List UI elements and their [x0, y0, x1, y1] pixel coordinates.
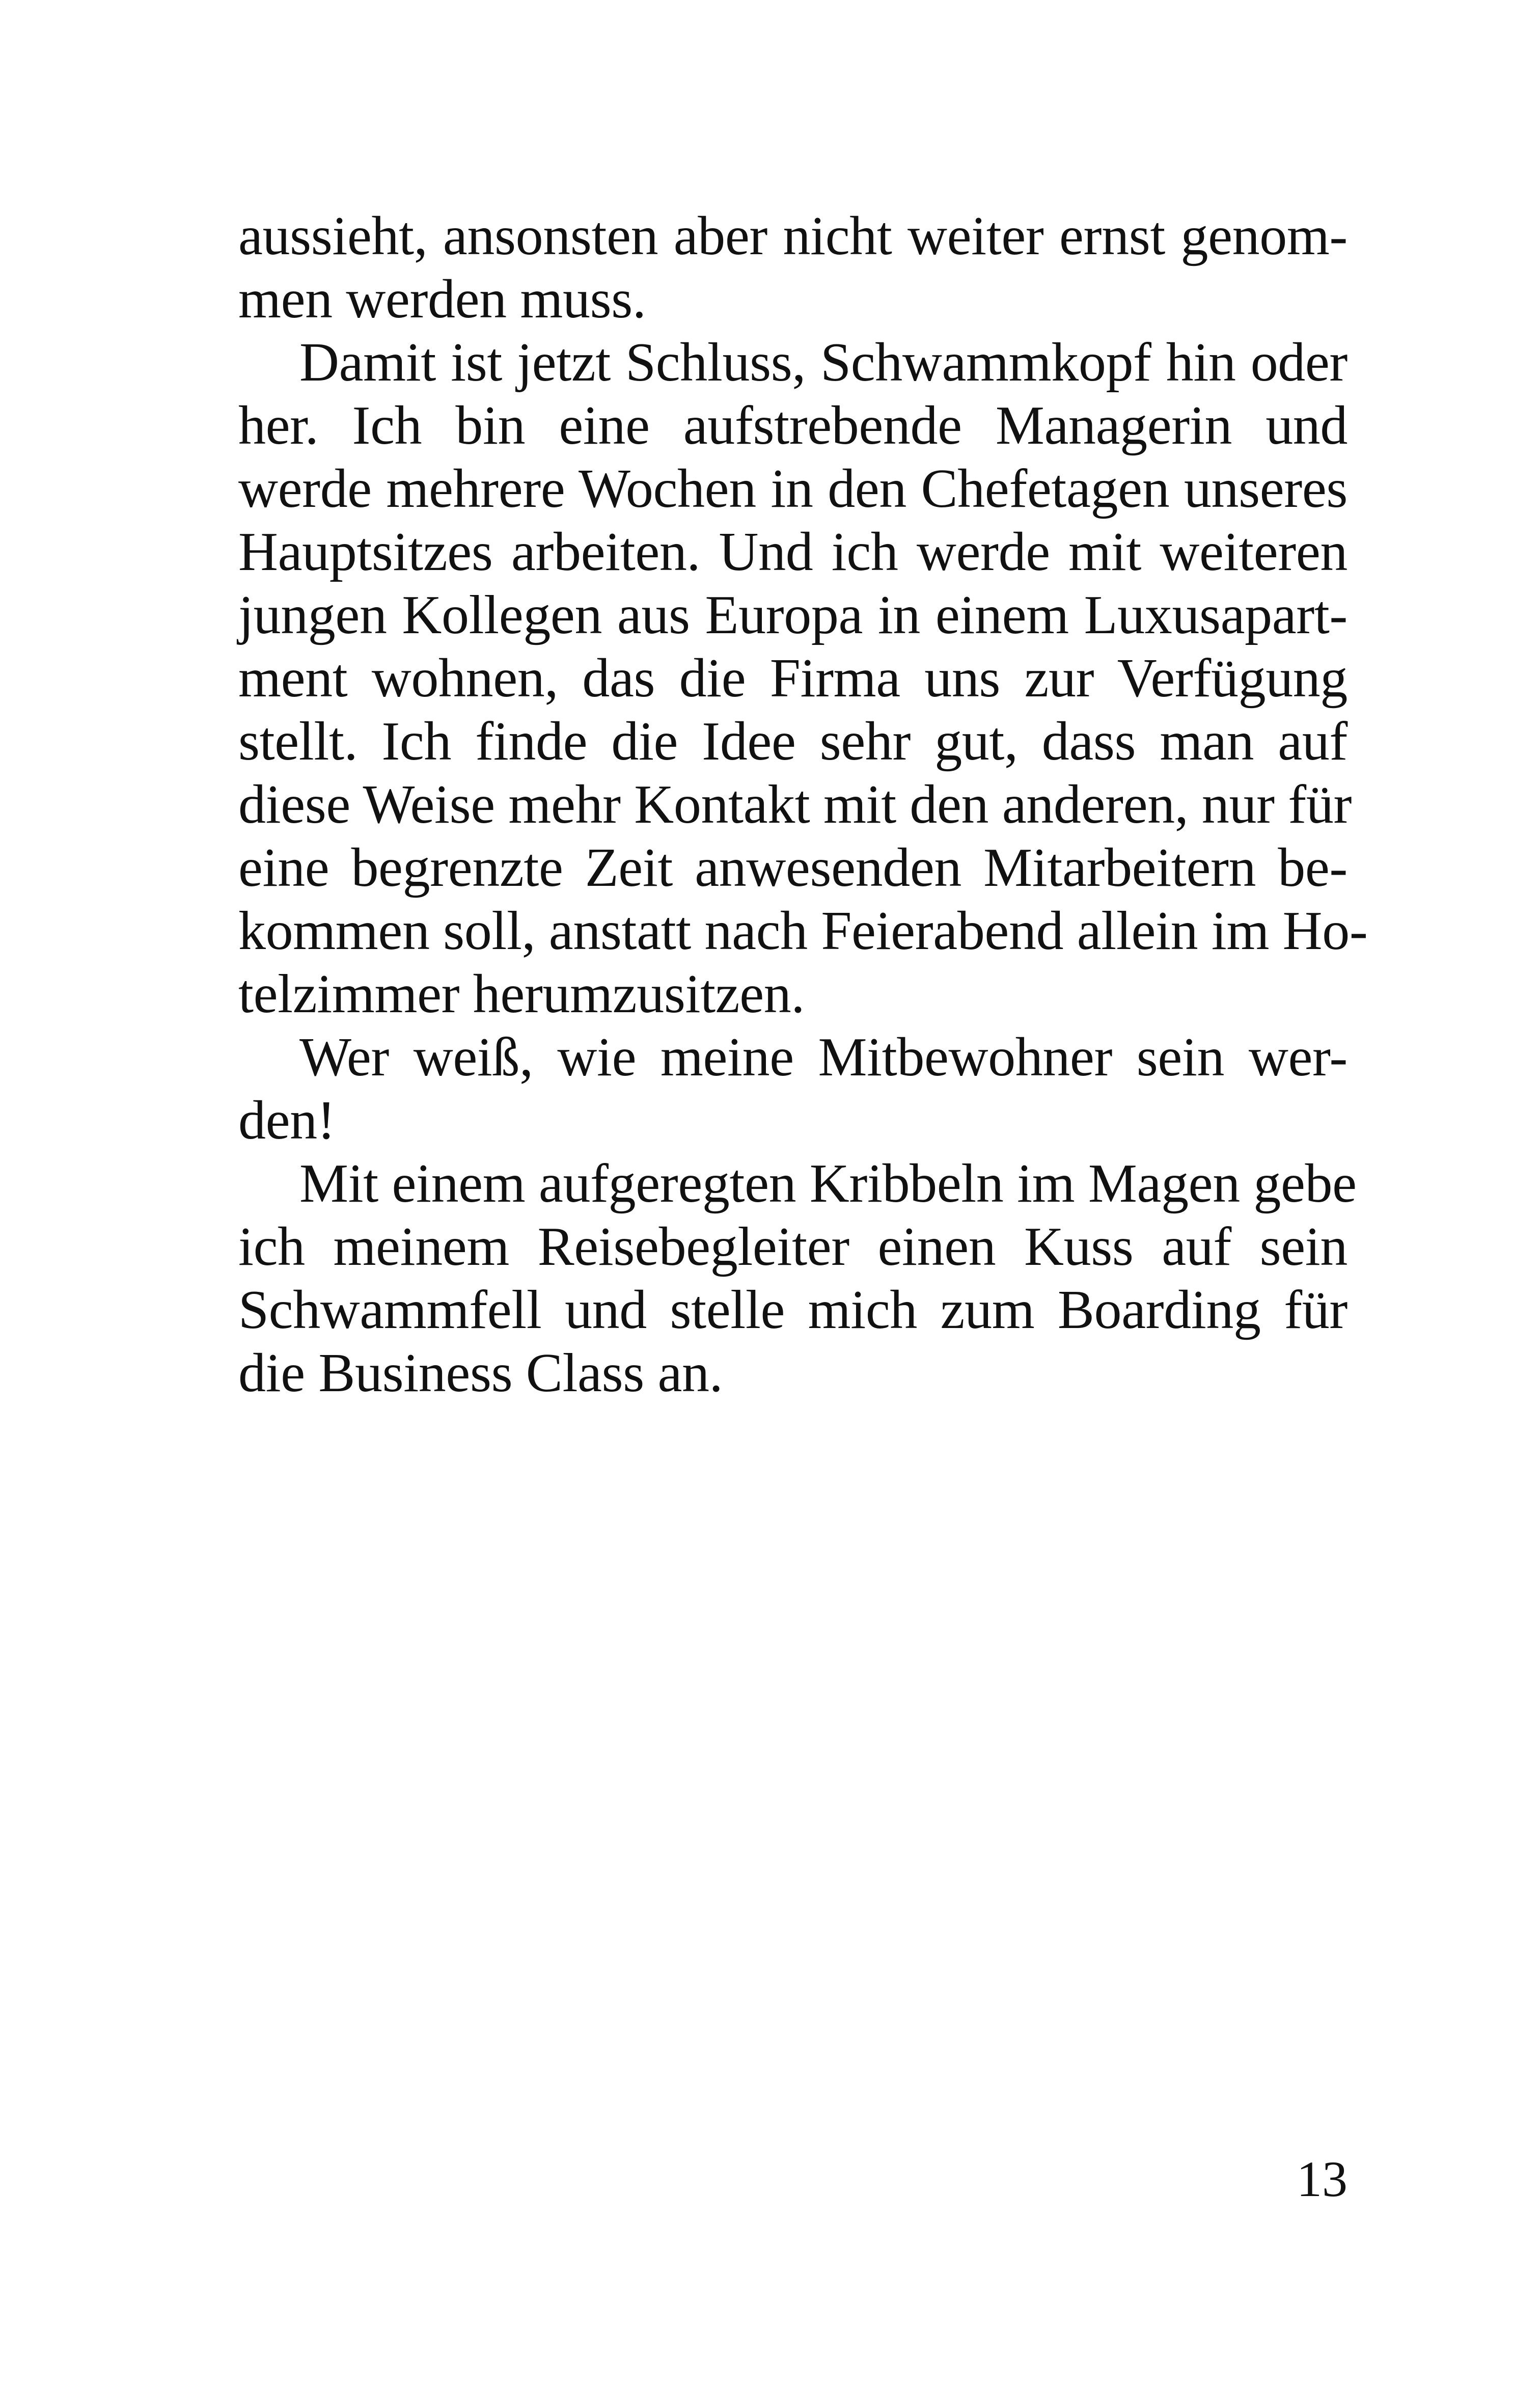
text-line: kommen soll, anstatt nach Feierabend allein im Ho-	[238, 901, 1368, 961]
text-line: her. Ich bin eine aufstrebende Managerin und	[238, 395, 1348, 456]
text-line: werde mehrere Wochen in den Chefetagen unseres	[238, 458, 1348, 519]
text-line: Hauptsitzes arbeiten. Und ich werde mit weiteren	[238, 522, 1348, 582]
paragraph	[238, 331, 1368, 1026]
text-line: men werden muss.	[238, 269, 646, 330]
paragraph	[238, 205, 1348, 331]
text-line: telzimmer herumzusitzen.	[238, 964, 805, 1024]
text-line: Schwammfell und stelle mich zum Boarding für	[238, 1280, 1348, 1340]
text-line: ich meinem Reisebegleiter einen Kuss auf sein	[238, 1216, 1348, 1277]
text-block	[238, 205, 1368, 1405]
text-line: stellt. Ich finde die Idee sehr gut, dass man auf	[238, 711, 1348, 772]
text-line: diese Weise mehr Kontakt mit den anderen, nur für	[238, 774, 1352, 835]
paragraph	[238, 1152, 1357, 1405]
text-line: eine begrenzte Zeit anwesenden Mitarbeitern be-	[238, 837, 1348, 898]
text-line: aussieht, ansonsten aber nicht weiter ernst genom-	[238, 206, 1348, 266]
text-line: Damit ist jetzt Schluss, Schwammkopf hin oder	[299, 332, 1348, 393]
text-line: Mit einem aufgeregten Kribbeln im Magen gebe	[299, 1153, 1357, 1214]
text-line: ment wohnen, das die Firma uns zur Verfügung	[238, 648, 1348, 709]
text-line: den!	[238, 1090, 336, 1151]
text-line: die Business Class an.	[238, 1343, 723, 1403]
page-number: 13	[1297, 2151, 1348, 2207]
paragraph	[238, 1026, 1348, 1152]
text-line: jungen Kollegen aus Europa in einem Luxusapart-	[238, 585, 1348, 645]
text-line: Wer weiß, wie meine Mitbewohner sein wer-	[299, 1027, 1348, 1088]
